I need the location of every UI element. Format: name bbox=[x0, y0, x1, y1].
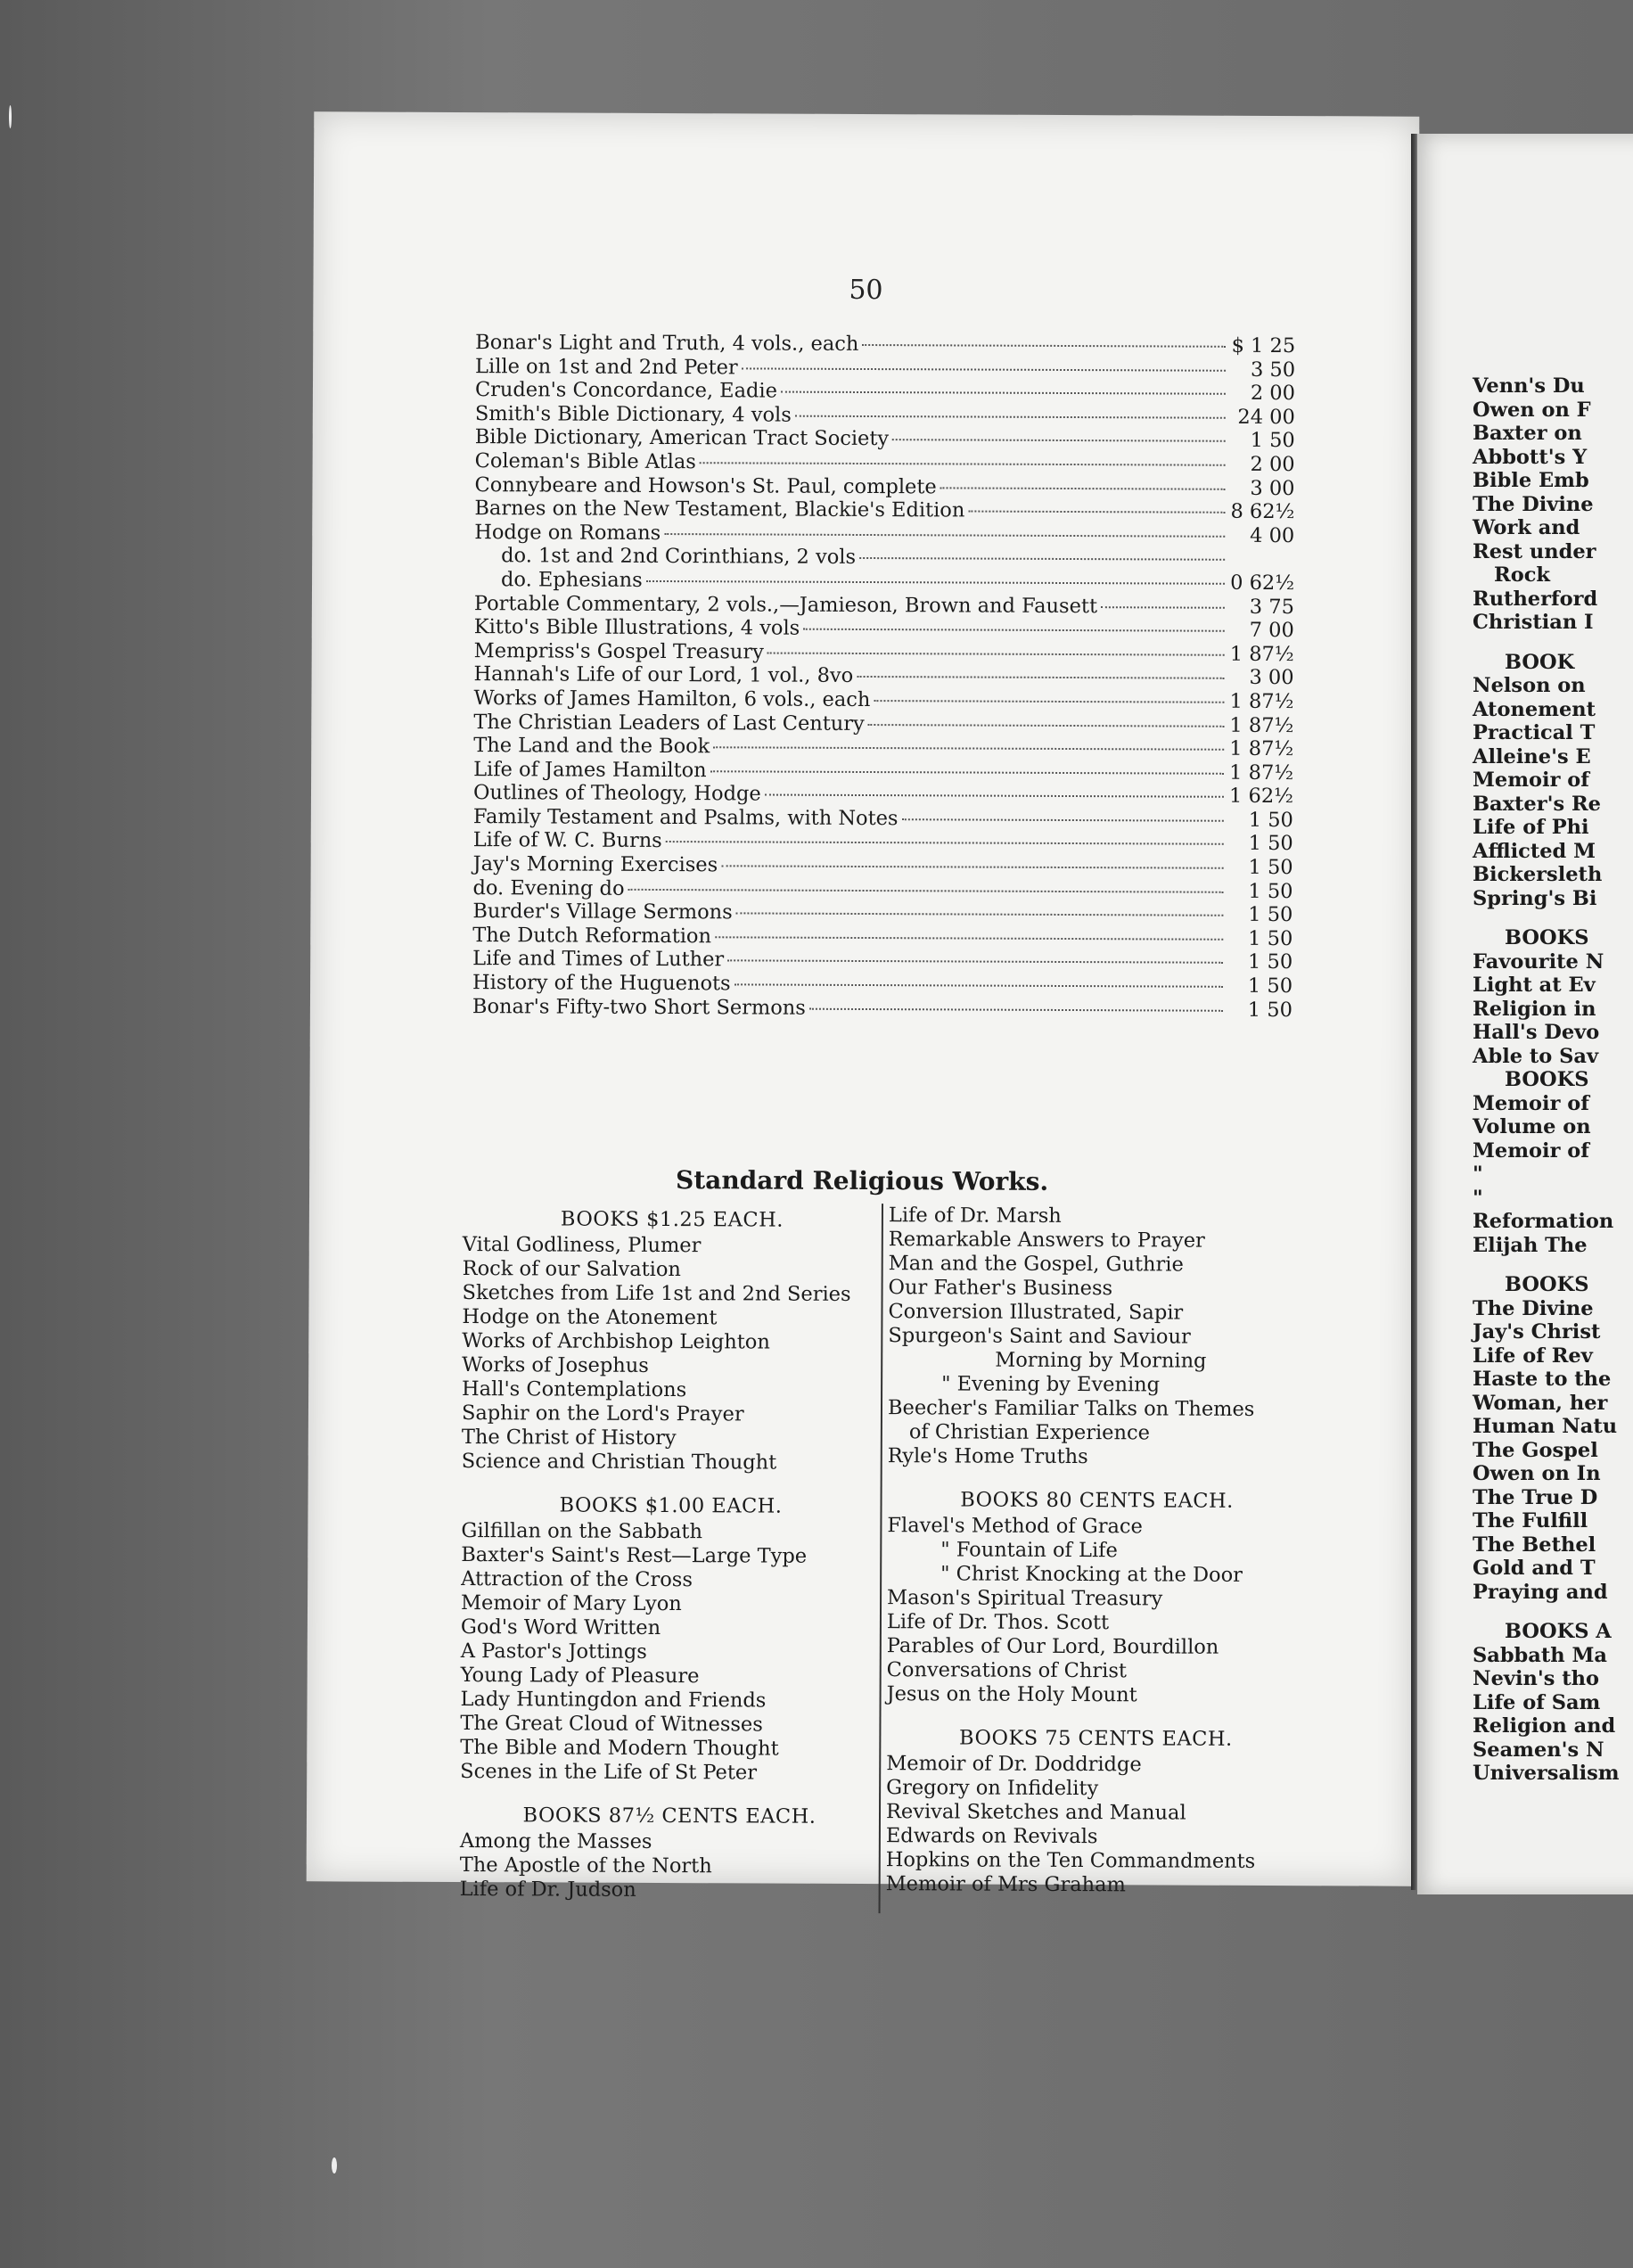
facing-line: Life of Phi bbox=[1473, 816, 1589, 839]
facing-gap bbox=[1473, 1604, 1633, 1620]
book-title: History of the Huguenots bbox=[472, 971, 731, 996]
book-title: Works of James Hamilton, 6 vols., each bbox=[473, 686, 871, 711]
facing-line: The True D bbox=[1473, 1485, 1598, 1509]
book-item: Memoir of Dr. Doddridge bbox=[886, 1752, 1142, 1777]
book-item: Jesus on the Holy Mount bbox=[886, 1682, 1137, 1707]
facing-line: Owen on In bbox=[1473, 1462, 1601, 1485]
book-price: 1 50 bbox=[1248, 832, 1293, 856]
book-price: 1 50 bbox=[1248, 950, 1293, 974]
price-row bbox=[475, 378, 1295, 406]
facing-line: Volume on bbox=[1473, 1115, 1591, 1138]
price-row bbox=[472, 995, 1292, 1023]
facing-line: Human Natu bbox=[1473, 1415, 1618, 1438]
section-heading: Standard Religious Works. bbox=[675, 1165, 1049, 1196]
facing-line: The Bethel bbox=[1473, 1533, 1596, 1557]
dot-leader bbox=[940, 487, 1226, 489]
book-item: Works of Josephus bbox=[462, 1353, 649, 1377]
price-row bbox=[474, 473, 1294, 501]
book-item: The Great Cloud of Witnesses bbox=[460, 1712, 763, 1737]
facing-page-list bbox=[1473, 374, 1633, 1786]
book-title: Burder's Village Sermons bbox=[472, 900, 733, 924]
facing-line: Rest under bbox=[1473, 539, 1596, 563]
price-row bbox=[474, 592, 1294, 620]
dot-leader bbox=[803, 629, 1225, 632]
book-price: 24 00 bbox=[1237, 405, 1295, 429]
book-item: Mason's Spiritual Treasury bbox=[887, 1586, 1163, 1611]
facing-line: Haste to the bbox=[1473, 1368, 1612, 1391]
book-price: 1 87½ bbox=[1229, 736, 1294, 761]
page-number: 50 bbox=[849, 274, 883, 307]
book-price: 1 87½ bbox=[1229, 713, 1294, 737]
book-title: Portable Commentary, 2 vols.,—Jamieson, Brown and Fausett bbox=[473, 591, 1098, 618]
book-price: 8 62½ bbox=[1230, 499, 1295, 524]
dot-leader bbox=[734, 983, 1223, 987]
book-price: 3 00 bbox=[1250, 476, 1295, 500]
book-item: Hall's Contemplations bbox=[462, 1377, 687, 1402]
price-row bbox=[473, 711, 1293, 738]
facing-line: Afflicted M bbox=[1473, 839, 1596, 863]
facing-line: Rock bbox=[1494, 563, 1550, 587]
facing-line: The Divine bbox=[1473, 1296, 1594, 1320]
group-heading-80: BOOKS 80 CENTS EACH. bbox=[960, 1488, 1234, 1513]
facing-page bbox=[1417, 134, 1633, 1894]
book-item: A Pastor's Jottings bbox=[460, 1639, 647, 1664]
dot-leader bbox=[715, 936, 1223, 940]
price-row bbox=[475, 355, 1295, 382]
book-title: Smith's Bible Dictionary, 4 vols bbox=[474, 401, 792, 427]
left-items-1 bbox=[462, 1233, 882, 1475]
book-item: Life of Dr. Judson bbox=[459, 1878, 636, 1902]
book-title: Coleman's Bible Atlas bbox=[474, 449, 696, 474]
dot-leader bbox=[700, 462, 1226, 466]
facing-line: Hall's Devo bbox=[1473, 1021, 1600, 1044]
dot-leader bbox=[857, 676, 1224, 679]
group-heading-1-00: BOOKS $1.00 EACH. bbox=[559, 1493, 783, 1518]
dot-leader bbox=[767, 652, 1225, 655]
left-column bbox=[460, 1202, 882, 1903]
price-row bbox=[474, 615, 1294, 643]
group-heading-87: BOOKS 87½ CENTS EACH. bbox=[522, 1804, 816, 1828]
book-item: of Christian Experience bbox=[908, 1420, 1150, 1445]
facing-line: Practical T bbox=[1473, 721, 1596, 744]
price-row bbox=[475, 331, 1295, 358]
facing-line: Religion and bbox=[1473, 1714, 1616, 1738]
book-item: Saphir on the Lord's Prayer bbox=[461, 1401, 744, 1426]
dot-leader bbox=[868, 724, 1225, 727]
dot-leader bbox=[809, 1007, 1223, 1011]
facing-line: Life of Rev bbox=[1473, 1344, 1593, 1368]
book-price: 1 62½ bbox=[1229, 785, 1294, 809]
facing-line: Christian I bbox=[1473, 611, 1594, 634]
facing-line: Baxter on bbox=[1473, 422, 1582, 445]
book-title: Hannah's Life of our Lord, 1 vol., 8vo bbox=[473, 662, 854, 688]
dot-leader bbox=[713, 746, 1224, 750]
book-item: Conversations of Christ bbox=[886, 1658, 1128, 1683]
dot-leader bbox=[721, 865, 1224, 868]
book-title: Life and Times of Luther bbox=[472, 947, 725, 972]
right-items-2 bbox=[887, 1514, 1307, 1708]
dot-leader bbox=[874, 700, 1224, 703]
book-price: 2 00 bbox=[1250, 452, 1295, 477]
book-item: Ryle's Home Truths bbox=[887, 1444, 1088, 1469]
facing-line: Memoir of bbox=[1473, 768, 1589, 792]
facing-line: Praying and bbox=[1473, 1580, 1608, 1604]
left-items-2 bbox=[460, 1519, 880, 1786]
price-row bbox=[473, 734, 1293, 761]
price-row bbox=[475, 402, 1295, 430]
book-item: Parables of Our Lord, Bourdillon bbox=[886, 1634, 1219, 1659]
facing-line: BOOK bbox=[1505, 650, 1575, 674]
book-item: Among the Masses bbox=[459, 1829, 652, 1853]
book-title: The Christian Leaders of Last Century bbox=[473, 710, 865, 735]
dot-leader bbox=[968, 511, 1225, 514]
dot-leader bbox=[727, 960, 1223, 964]
book-item: Conversion Illustrated, Sapir bbox=[888, 1300, 1184, 1325]
book-item: Young Lady of Pleasure bbox=[460, 1664, 700, 1689]
price-row bbox=[475, 449, 1295, 477]
price-row bbox=[474, 497, 1294, 524]
price-row bbox=[472, 900, 1292, 927]
book-price: 1 50 bbox=[1248, 855, 1293, 880]
facing-line: Seamen's N bbox=[1473, 1738, 1604, 1762]
book-price: 1 50 bbox=[1250, 429, 1295, 453]
dot-leader bbox=[664, 533, 1225, 538]
book-price: 2 00 bbox=[1250, 382, 1296, 406]
book-item: Man and the Gospel, Guthrie bbox=[888, 1252, 1184, 1277]
facing-line: The Fulfill bbox=[1473, 1509, 1588, 1533]
price-row bbox=[472, 971, 1292, 998]
facing-line: Spring's Bi bbox=[1473, 886, 1597, 910]
right-items-3 bbox=[886, 1752, 1306, 1898]
book-item: Memoir of Mary Lyon bbox=[460, 1591, 682, 1616]
book-item: " Christ Knocking at the Door bbox=[940, 1562, 1243, 1587]
book-title: do. Ephesians bbox=[500, 568, 643, 592]
group-heading-75: BOOKS 75 CENTS EACH. bbox=[959, 1726, 1233, 1751]
price-row bbox=[472, 876, 1292, 904]
facing-line: Woman, her bbox=[1473, 1391, 1608, 1415]
facing-line: Bickersleth bbox=[1473, 863, 1603, 886]
facing-line: " bbox=[1473, 1163, 1483, 1186]
book-item: Revival Sketches and Manual bbox=[885, 1800, 1186, 1825]
book-title: The Land and the Book bbox=[473, 734, 710, 759]
facing-line: Atonement bbox=[1473, 697, 1596, 721]
price-row bbox=[474, 662, 1294, 690]
facing-line: Alleine's E bbox=[1473, 744, 1591, 768]
book-item: Our Father's Business bbox=[888, 1276, 1113, 1301]
book-title: Kitto's Bible Illustrations, 4 vols bbox=[473, 615, 800, 640]
book-title: do. 1st and 2nd Corinthians, 2 vols bbox=[501, 544, 857, 570]
price-list bbox=[472, 331, 1295, 1022]
book-title: Bonar's Light and Truth, 4 vols., each bbox=[475, 331, 859, 356]
dot-leader bbox=[781, 391, 1226, 395]
book-item: Life of Dr. Marsh bbox=[888, 1204, 1062, 1228]
left-items-3 bbox=[460, 1829, 879, 1903]
facing-line: BOOKS A bbox=[1505, 1620, 1612, 1643]
book-price: 1 87½ bbox=[1229, 760, 1294, 785]
facing-line: Venn's Du bbox=[1473, 374, 1585, 398]
book-item: Morning by Morning bbox=[995, 1348, 1207, 1373]
facing-line: Sabbath Ma bbox=[1473, 1643, 1607, 1667]
book-item: Baxter's Saint's Rest—Large Type bbox=[461, 1543, 808, 1568]
book-item: The Apostle of the North bbox=[459, 1853, 712, 1878]
book-title: The Dutch Reformation bbox=[472, 923, 712, 949]
facing-line: Rutherford bbox=[1473, 587, 1598, 611]
book-item: Flavel's Method of Grace bbox=[887, 1514, 1143, 1539]
facing-line: The Gospel bbox=[1473, 1438, 1598, 1462]
book-title: Mempriss's Gospel Treasury bbox=[473, 638, 764, 664]
book-title: Bible Dictionary, American Tract Society bbox=[474, 425, 890, 451]
book-price: 1 50 bbox=[1247, 998, 1293, 1022]
book-item: Gilfillan on the Sabbath bbox=[461, 1519, 703, 1544]
facing-line: Owen on F bbox=[1473, 398, 1591, 422]
price-row bbox=[473, 686, 1293, 714]
book-price: 1 87½ bbox=[1229, 642, 1294, 666]
book-item: Edwards on Revivals bbox=[885, 1824, 1098, 1849]
book-title: Connybeare and Howson's St. Paul, complete bbox=[474, 472, 937, 498]
dot-leader bbox=[765, 794, 1224, 798]
facing-line: Nevin's tho bbox=[1473, 1667, 1600, 1690]
book-item: Lady Huntingdon and Friends bbox=[460, 1688, 767, 1713]
book-item: The Bible and Modern Thought bbox=[460, 1736, 779, 1761]
book-price: 1 50 bbox=[1248, 926, 1293, 950]
book-title: Life of James Hamilton bbox=[473, 757, 707, 782]
book-item: The Christ of History bbox=[461, 1426, 677, 1450]
book-item: Hopkins on the Ten Commandments bbox=[885, 1848, 1256, 1873]
facing-gap bbox=[1473, 635, 1633, 651]
facing-line: Able to Sav bbox=[1473, 1044, 1599, 1068]
book-title: Family Testament and Psalms, with Notes bbox=[472, 804, 899, 831]
book-item: Hodge on the Atonement bbox=[462, 1305, 718, 1330]
dot-leader bbox=[859, 557, 1225, 561]
facing-line: Memoir of bbox=[1473, 1091, 1589, 1115]
book-title: Hodge on Romans bbox=[474, 520, 661, 545]
dot-leader bbox=[795, 415, 1226, 418]
price-row bbox=[473, 758, 1293, 785]
book-price: 1 50 bbox=[1248, 879, 1293, 903]
facing-line: Memoir of bbox=[1473, 1138, 1589, 1163]
book-item: " Fountain of Life bbox=[940, 1538, 1118, 1563]
book-item: Attraction of the Cross bbox=[461, 1567, 693, 1592]
facing-line: Light at Ev bbox=[1473, 974, 1596, 997]
book-price: 1 50 bbox=[1247, 974, 1293, 998]
price-row bbox=[474, 544, 1294, 571]
facing-line: BOOKS bbox=[1505, 1068, 1589, 1091]
facing-line: The Divine bbox=[1473, 492, 1594, 516]
facing-line: Life of Sam bbox=[1473, 1690, 1601, 1714]
book-title: Outlines of Theology, Hodge bbox=[472, 781, 761, 806]
book-price: 3 50 bbox=[1250, 357, 1296, 382]
price-row bbox=[472, 924, 1292, 951]
dot-leader bbox=[646, 580, 1225, 585]
scan-speck bbox=[332, 2157, 337, 2174]
facing-line: Bible Emb bbox=[1473, 469, 1589, 492]
dot-leader bbox=[736, 913, 1224, 916]
book-title: do. Evening do bbox=[472, 875, 625, 900]
book-price: 3 00 bbox=[1249, 666, 1294, 690]
dot-leader bbox=[742, 367, 1226, 371]
dot-leader bbox=[902, 818, 1224, 822]
dot-leader bbox=[628, 889, 1224, 893]
book-title: Bonar's Fifty-two Short Sermons bbox=[472, 994, 806, 1020]
book-title: Jay's Morning Exercises bbox=[472, 852, 718, 877]
book-title: Cruden's Concordance, Eadie bbox=[474, 378, 778, 403]
facing-line: Jay's Christ bbox=[1473, 1320, 1601, 1344]
price-row bbox=[474, 639, 1294, 667]
price-row bbox=[473, 805, 1293, 833]
facing-line: Work and bbox=[1473, 516, 1580, 539]
dot-leader bbox=[710, 770, 1224, 775]
price-row bbox=[473, 852, 1293, 880]
facing-line: Elijah The bbox=[1473, 1233, 1588, 1257]
facing-line: Baxter's Re bbox=[1473, 792, 1601, 816]
right-items-1 bbox=[888, 1204, 1308, 1470]
group-heading-1-25: BOOKS $1.25 EACH. bbox=[560, 1207, 784, 1232]
price-row bbox=[473, 829, 1293, 857]
facing-line: BOOKS bbox=[1505, 1273, 1589, 1296]
book-price: 1 87½ bbox=[1229, 689, 1294, 714]
dot-leader bbox=[892, 440, 1226, 443]
book-item: Works of Archbishop Leighton bbox=[462, 1329, 770, 1354]
catalogue-page bbox=[307, 111, 1420, 1902]
book-item: Vital Godliness, Plumer bbox=[462, 1233, 702, 1258]
facing-line: BOOKS bbox=[1505, 926, 1589, 949]
dot-leader bbox=[862, 344, 1226, 348]
book-price: 1 50 bbox=[1248, 808, 1293, 832]
book-title: Lille on 1st and 2nd Peter bbox=[475, 354, 738, 379]
facing-gap bbox=[1473, 910, 1633, 926]
book-item: God's Word Written bbox=[460, 1615, 661, 1640]
price-row bbox=[472, 948, 1292, 975]
book-item: Memoir of Mrs Graham bbox=[885, 1872, 1126, 1897]
facing-line: Gold and T bbox=[1473, 1557, 1596, 1580]
book-price: 7 00 bbox=[1249, 619, 1294, 643]
book-item: " Evening by Evening bbox=[941, 1372, 1161, 1397]
book-item: Life of Dr. Thos. Scott bbox=[886, 1610, 1110, 1635]
facing-line: Reformation bbox=[1473, 1210, 1614, 1233]
facing-line: Religion in bbox=[1473, 997, 1596, 1021]
book-item: Science and Christian Thought bbox=[461, 1450, 777, 1475]
price-row bbox=[474, 521, 1294, 548]
book-title: Life of W. C. Burns bbox=[472, 828, 662, 853]
facing-line: Abbott's Y bbox=[1473, 445, 1588, 469]
facing-gap bbox=[1473, 1257, 1633, 1273]
book-item: Scenes in the Life of St Peter bbox=[460, 1760, 758, 1785]
price-row bbox=[474, 568, 1294, 596]
price-row bbox=[473, 781, 1293, 809]
facing-line: Favourite N bbox=[1473, 949, 1604, 974]
scan-speck bbox=[9, 105, 12, 128]
book-item: Remarkable Answers to Prayer bbox=[888, 1228, 1205, 1253]
book-item: Spurgeon's Saint and Saviour bbox=[888, 1324, 1191, 1349]
book-item: Gregory on Infidelity bbox=[886, 1776, 1099, 1801]
book-item: Sketches from Life 1st and 2nd Series bbox=[462, 1281, 851, 1306]
price-row bbox=[475, 425, 1295, 453]
book-title: Barnes on the New Testament, Blackie's Edition bbox=[474, 497, 965, 522]
book-price: 1 50 bbox=[1248, 903, 1293, 927]
book-item: Rock of our Salvation bbox=[462, 1257, 682, 1282]
dot-leader bbox=[1101, 606, 1225, 609]
book-price: $ 1 25 bbox=[1231, 333, 1296, 358]
book-item: Beecher's Familiar Talks on Themes bbox=[887, 1396, 1255, 1421]
book-price: 0 62½ bbox=[1230, 571, 1295, 596]
facing-line: Nelson on bbox=[1473, 674, 1586, 697]
facing-line: Universalism bbox=[1473, 1762, 1620, 1785]
book-price: 4 00 bbox=[1250, 523, 1295, 547]
right-column bbox=[886, 1204, 1308, 1898]
facing-line: " bbox=[1473, 1186, 1483, 1210]
dot-leader bbox=[666, 842, 1224, 846]
book-price: 3 75 bbox=[1249, 595, 1294, 619]
